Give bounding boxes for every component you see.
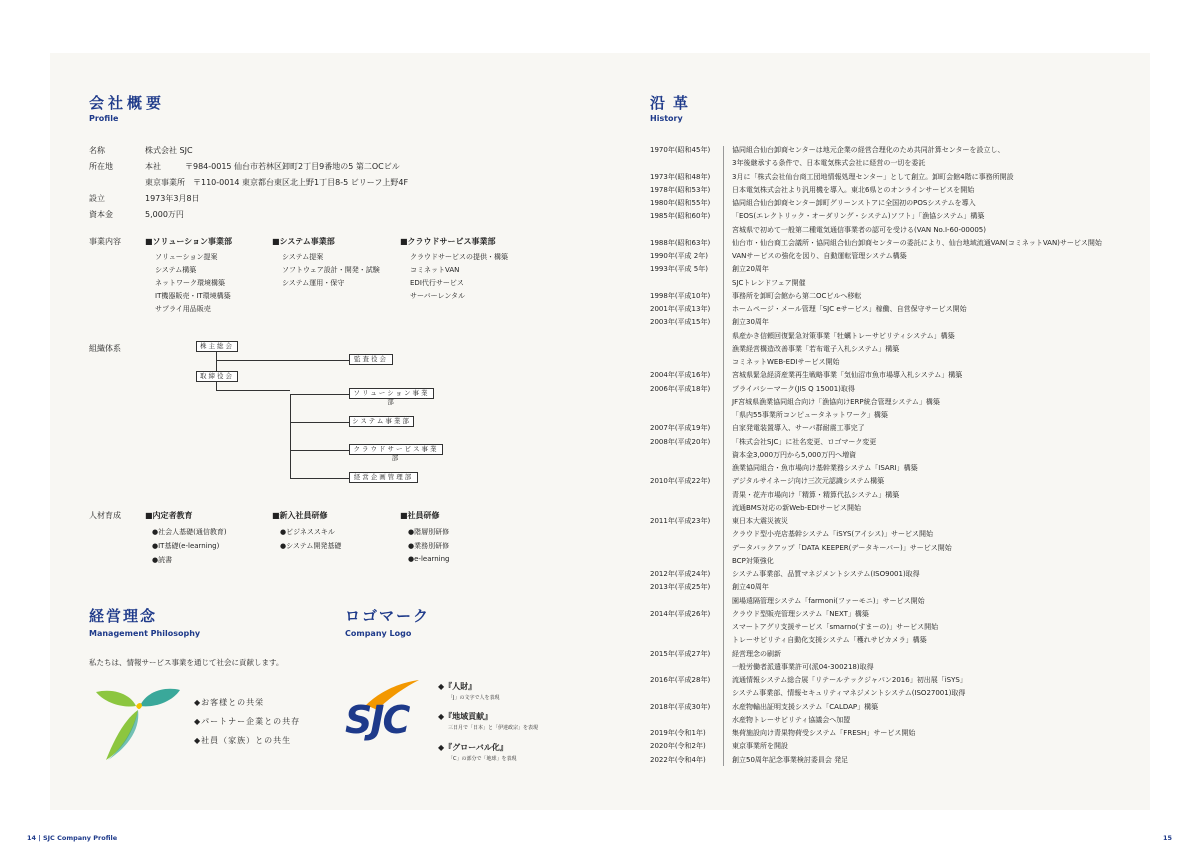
- history-event: 園場遠隔管理システム「farmoni(ファーモニ)」サービス開始: [732, 596, 925, 605]
- hr-item: ●読書: [152, 556, 173, 564]
- history-event: 「EOS(エレクトリック・オーダリング・システム)ソフト」「漁協システム」構築: [732, 212, 985, 221]
- philosophy-statement: 私たちは、情報サービス事業を通じて社会に貢献します。: [89, 658, 284, 667]
- history-event: 日本電気株式会社より汎用機を導入。東北6県とのオンラインサービスを開始: [732, 185, 975, 194]
- history-year: 2010年(平成22年): [650, 477, 711, 486]
- history-event: スマートアグリ支援サービス「smarno(すまーの)」サービス開始: [732, 623, 939, 631]
- profile-value-tokyo: 東京事業所 〒110-0014 東京都台東区北上野1丁目8-5 ビリーフ上野4F: [145, 178, 409, 187]
- history-year: 2003年(平成15年): [650, 318, 711, 327]
- org-board-box: 取締役会: [196, 371, 238, 382]
- hr-item: ●e-learning: [408, 555, 450, 563]
- business-heading-system: ■システム事業部: [272, 237, 335, 246]
- logo-title: ロゴマーク: [345, 607, 431, 625]
- hr-label: 人材育成: [89, 511, 121, 520]
- history-event: 宮城県で初めて一般第二種電気通信事業者の認可を受ける(VAN No.I-60-00005): [732, 225, 986, 234]
- profile-label-name: 名称: [89, 146, 105, 155]
- history-event: データバックアップ「DATA KEEPER(データキーパー)」サービス開始: [732, 543, 952, 552]
- history-event: 東日本大震災被災: [732, 517, 788, 525]
- philosophy-title: 経営理念: [89, 607, 158, 625]
- business-item: EDI代行サービス: [410, 279, 464, 287]
- history-event: トレーサビリティ自動化支援システム「穫れサビカメラ」構築: [732, 636, 927, 645]
- profile-value-founded: 1973年3月8日: [145, 194, 200, 203]
- history-event: 青果・花卉市場向け「精算・精算代払システム」構築: [732, 490, 900, 499]
- logo-mark-text: SJC: [345, 698, 409, 742]
- history-event: 事務所を卸町会館から第二OCビルへ移転: [732, 291, 862, 300]
- history-year: 2019年(令和1年): [650, 729, 706, 737]
- hr-item: ●階層別研修: [408, 528, 450, 536]
- history-event: 3月に「株式会社仙台商工団地情報処理センター」として創立。卸町会館4階に事務所開設: [732, 172, 1014, 181]
- history-event: 県産かき信頼回復緊急対策事業「牡蠣トレーサビリティシステム」構築: [732, 331, 955, 340]
- business-item: ネットワーク環境構築: [155, 279, 225, 287]
- history-event: 仙台市・仙台商工会議所・協同組合仙台卸商センターの委託により、仙台地域流通VAN(コミネットVAN)サービス開始: [732, 238, 1102, 247]
- business-item: システム構築: [155, 266, 197, 274]
- philosophy-item: ◆社員（家族）との共生: [194, 736, 292, 745]
- hr-heading: ■新入社員研修: [272, 511, 328, 520]
- history-year: 1985年(昭和60年): [650, 212, 711, 221]
- hr-heading: ■内定者教育: [145, 511, 193, 520]
- business-item: システム運用・保守: [282, 279, 345, 287]
- history-event: SJCトレンドフェア開催: [732, 278, 806, 287]
- profile-title: 会社概要: [89, 94, 166, 112]
- history-year: 2020年(令和2年): [650, 742, 706, 751]
- history-year: 2013年(平成25年): [650, 583, 711, 592]
- logo-item-title: ◆『人財』: [438, 682, 477, 691]
- history-event: 経営理念の刷新: [732, 649, 781, 658]
- history-year: 2014年(平成26年): [650, 609, 711, 618]
- history-event: 水産物輸出証明支援システム「CALDAP」構築: [732, 702, 879, 711]
- footer-right: 15: [1163, 834, 1173, 842]
- history-year: 1978年(昭和53年): [650, 185, 711, 194]
- history-event: JF宮城県漁業協同組合向け「漁協向けERP統合管理システム」構築: [732, 397, 940, 406]
- history-year: 2016年(平成28年): [650, 676, 711, 684]
- history-event: クラウド型販売管理システム「NEXT」構築: [732, 609, 869, 618]
- business-item: IT機器販売・IT環境構築: [155, 292, 231, 300]
- logo-item-desc: 「C」の部分で「地球」を表現: [448, 756, 517, 762]
- history-year: 2007年(平成19年): [650, 424, 711, 433]
- philosophy-leaf-icon: [94, 686, 182, 764]
- history-event: 協同組合仙台卸商センターは地元企業の経営合理化のため共同計算センターを設立し、: [732, 146, 1005, 154]
- history-year: 2018年(平成30年): [650, 702, 711, 711]
- org-division-box: 経営企画管理部: [349, 472, 418, 483]
- org-division-box: クラウドサービス事業部: [349, 444, 443, 455]
- history-year: 1998年(平成10年): [650, 291, 711, 300]
- business-item: コミネットVAN: [410, 266, 460, 274]
- org-division-box: システム事業部: [349, 416, 414, 427]
- history-event: 漁業経営構造改善事業「若布電子入札システム」構築: [732, 344, 900, 353]
- business-heading-solution: ■ソリューション事業部: [145, 237, 232, 246]
- business-item: サーバーレンタル: [410, 292, 466, 300]
- history-year: 1980年(昭和55年): [650, 199, 711, 207]
- hr-item: ●業務別研修: [408, 542, 450, 550]
- business-label: 事業内容: [89, 237, 121, 246]
- hr-item: ●IT基礎(e-learning): [152, 542, 220, 550]
- profile-value-hq: 本社 〒984-0015 仙台市若林区卸町2丁目9番地の5 第二OCビル: [145, 162, 400, 171]
- history-year: 1990年(平成 2年): [650, 252, 708, 260]
- history-event: 創立50周年記念事業検討委員会 発足: [732, 755, 849, 764]
- logo-item-title: ◆『地域貢献』: [438, 712, 493, 721]
- history-year: 2001年(平成13年): [650, 305, 711, 313]
- history-event: 水産物トレーサビリティ協議会へ加盟: [732, 715, 851, 724]
- history-event: 漁業協同組合・魚市場向け基幹業務システム「ISARI」構築: [732, 464, 918, 472]
- company-logo: [343, 678, 423, 742]
- business-item: ソフトウェア設計・開発・試験: [282, 266, 380, 274]
- profile-value-capital: 5,000万円: [145, 210, 184, 219]
- history-year: 2008年(平成20年): [650, 437, 711, 446]
- business-item: ソリューション提案: [155, 253, 218, 261]
- hr-item: ●システム開発基礎: [280, 542, 342, 550]
- history-event: 協同組合仙台卸商センター卸町グリーンストアに全国初のPOSシステムを導入: [732, 199, 976, 207]
- history-year: 2022年(令和4年): [650, 755, 706, 764]
- history-event: 「株式会社SJC」に社名変更、ロゴマーク変更: [732, 437, 877, 446]
- history-event: ホームページ・メール管理「SJC eサービス」稼働、自営保守サービス開始: [732, 305, 967, 313]
- history-event: クラウド型小売店基幹システム「iSYS(アイシス)」サービス開始: [732, 530, 934, 539]
- business-item: クラウドサービスの提供・構築: [410, 253, 508, 261]
- history-year: 2011年(平成23年): [650, 517, 711, 525]
- org-shareholders-box: 株主総会: [196, 341, 238, 352]
- history-event: 流通BMS対応の新Web-EDIサービス開始: [732, 503, 861, 512]
- history-subtitle: History: [650, 114, 683, 123]
- hr-item: ●ビジネススキル: [280, 528, 335, 536]
- history-event: VANサービスの強化を図り、自動運転管理システム構築: [732, 252, 907, 260]
- history-event: 3年後継承する条件で、日本電気株式会社に経営の一切を委託: [732, 159, 926, 168]
- history-event: 創立30周年: [732, 318, 769, 327]
- logo-item-title: ◆『グローバル化』: [438, 743, 508, 752]
- history-event: コミネットWEB-EDIサービス開始: [732, 358, 840, 366]
- philosophy-item: ◆パートナー企業との共存: [194, 717, 301, 726]
- profile-label-capital: 資本金: [89, 210, 113, 219]
- history-event: 「県内55事業所コンピュータネットワーク」構築: [732, 411, 888, 419]
- history-event: システム事業部、品質マネジメントシステム(ISO9001)取得: [732, 570, 920, 578]
- logo-subtitle: Company Logo: [345, 629, 412, 638]
- history-event: 一般労働者派遣事業許可(派04-300218)取得: [732, 662, 874, 671]
- history-year: 1973年(昭和48年): [650, 172, 711, 181]
- history-event: 自家発電装置導入、サーバ群耐震工事完了: [732, 424, 865, 433]
- org-label: 組織体系: [89, 344, 121, 353]
- hr-heading: ■社員研修: [400, 511, 440, 520]
- history-divider: [723, 146, 724, 766]
- history-year: 2012年(平成24年): [650, 570, 711, 578]
- history-event: 資本金3,000万円から5,000万円へ増資: [732, 450, 857, 459]
- history-year: 1988年(昭和63年): [650, 238, 711, 247]
- business-heading-cloud: ■クラウドサービス事業部: [400, 237, 496, 246]
- footer-left: 14 | SJC Company Profile: [27, 834, 118, 842]
- history-event: 流通情報システム総合展「リテールテックジャパン2016」初出展「iSYS」: [732, 676, 967, 684]
- history-event: プライバシーマーク(JIS Q 15001)取得: [732, 384, 855, 393]
- philosophy-item: ◆お客様との共栄: [194, 698, 265, 707]
- history-year: 2015年(平成27年): [650, 649, 711, 658]
- logo-item-desc: 「J」の文字で人を表現: [448, 695, 500, 701]
- profile-label-founded: 設立: [89, 194, 105, 203]
- history-event: 東京事業所を開設: [732, 742, 788, 751]
- history-year: 2004年(平成16年): [650, 371, 711, 380]
- history-year: 2006年(平成18年): [650, 384, 711, 393]
- profile-label-address: 所在地: [89, 162, 113, 171]
- org-auditor-box: 監査役会: [349, 354, 393, 365]
- history-event: BCP対策強化: [732, 556, 774, 565]
- profile-subtitle: Profile: [89, 114, 119, 123]
- philosophy-subtitle: Management Philosophy: [89, 629, 201, 638]
- history-event: システム事業部、情報セキュリティマネジメントシステム(ISO27001)取得: [732, 689, 966, 698]
- logo-item-desc: 三日月で「日本」と「伊達政宗」を表現: [448, 725, 539, 731]
- history-event: 集荷施設向け青果物荷受システム「FRESH」サービス開始: [732, 729, 916, 737]
- history-title: 沿革: [650, 94, 697, 112]
- history-event: デジタルサイネージ向け三次元認識システム構築: [732, 477, 885, 486]
- history-event: 創立40周年: [732, 583, 769, 592]
- business-item: システム提案: [282, 253, 324, 261]
- org-division-box: ソリューション事業部: [349, 388, 434, 399]
- history-event: 宮城県緊急経済産業再生戦略事業「気仙沼市魚市場導入札システム」構築: [732, 371, 963, 380]
- history-event: 創立20周年: [732, 265, 769, 274]
- profile-value-name: 株式会社 SJC: [145, 146, 193, 155]
- hr-item: ●社会人基礎(通信教育): [152, 528, 227, 536]
- history-year: 1993年(平成 5年): [650, 265, 708, 274]
- business-item: サプライ用品販売: [155, 305, 211, 313]
- history-year: 1970年(昭和45年): [650, 146, 711, 154]
